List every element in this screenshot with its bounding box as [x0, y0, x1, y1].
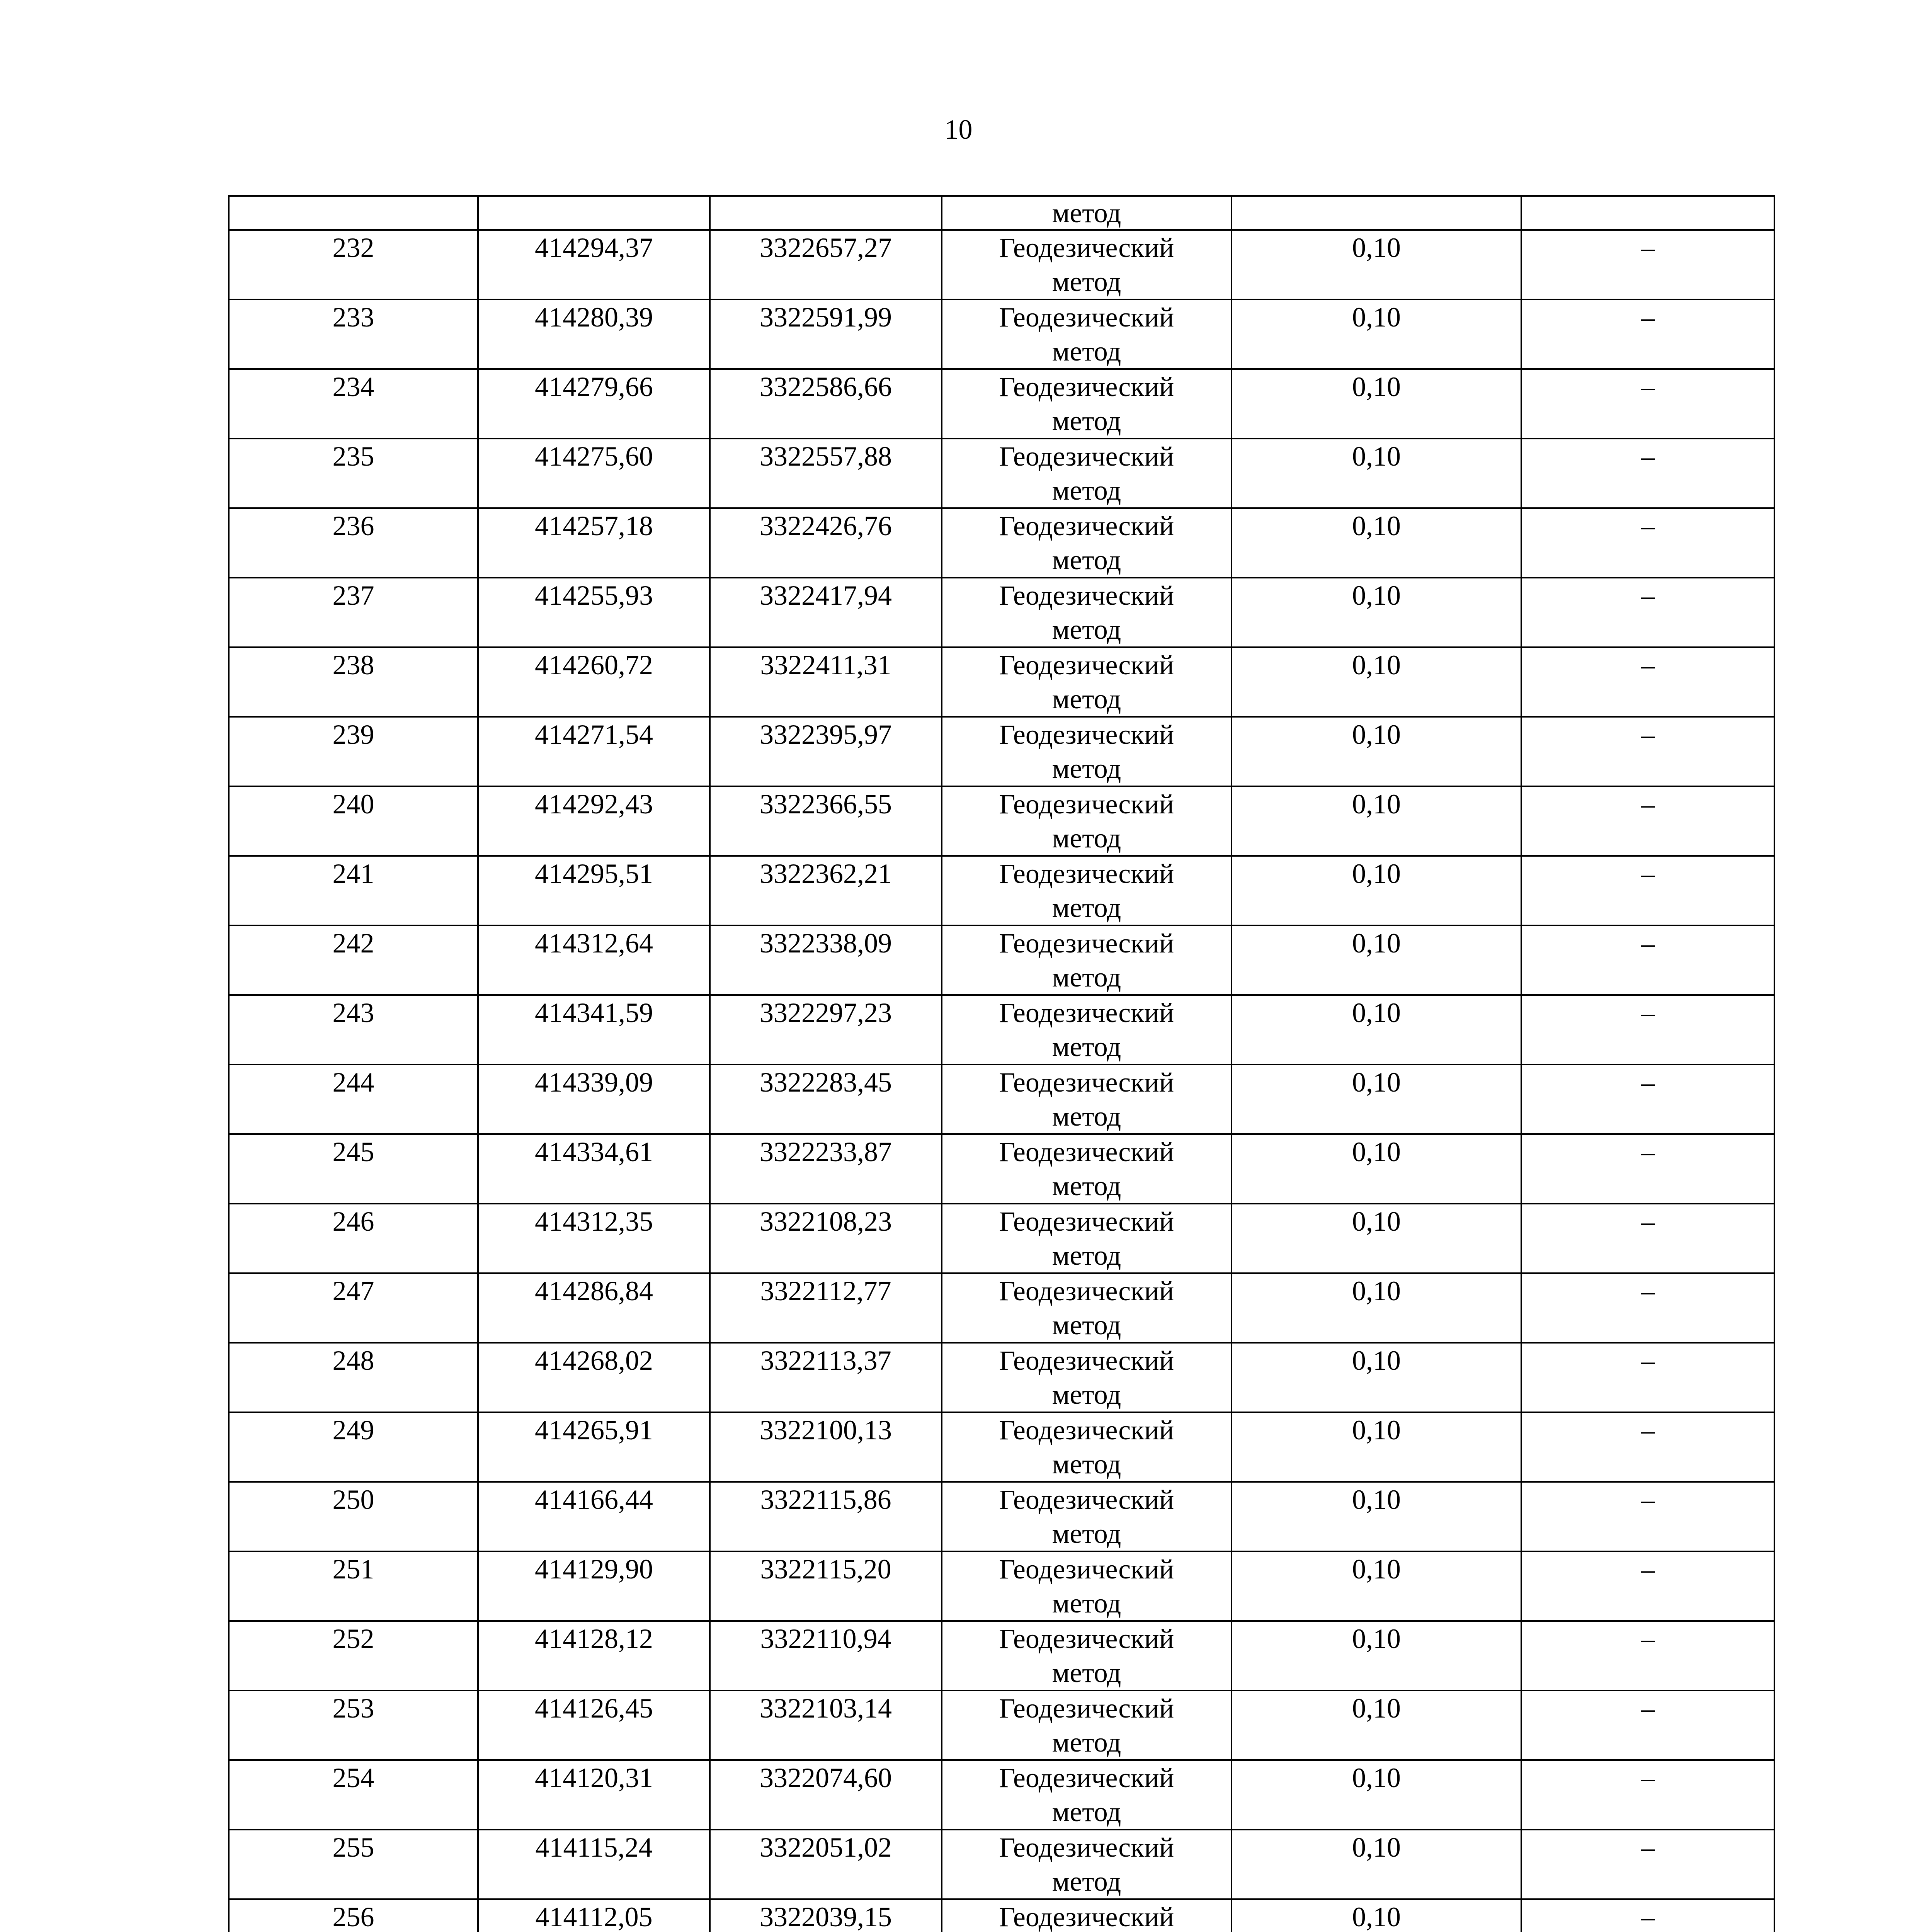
cell-accuracy: 0,10: [1232, 856, 1521, 925]
cell-method: [942, 196, 1232, 230]
method-line: Геодезический: [999, 928, 1174, 959]
method-line: метод: [1052, 962, 1121, 993]
cell-method: [942, 439, 1232, 508]
cell-method: [942, 856, 1232, 925]
cell-accuracy: 0,10: [1232, 1412, 1521, 1482]
method-line: метод: [1052, 1727, 1121, 1758]
method-line: метод: [1052, 475, 1121, 506]
method-line: метод: [1052, 336, 1121, 367]
cell-number: 237: [229, 578, 478, 647]
cell-number: 243: [229, 995, 478, 1065]
cell-number: 236: [229, 508, 478, 578]
table-row: [229, 647, 1774, 717]
cell-note: –: [1521, 1065, 1774, 1134]
cell-x: 414295,51: [478, 856, 710, 925]
cell-method: [942, 1690, 1232, 1760]
method-line: Геодезический: [999, 1206, 1174, 1237]
method-line: метод: [1052, 753, 1121, 784]
cell-number: 239: [229, 717, 478, 786]
table-body: [229, 196, 1774, 1932]
cell-note: –: [1521, 1621, 1774, 1690]
cell-y: 3322100,13: [710, 1412, 942, 1482]
cell-number: 233: [229, 299, 478, 369]
cell-x: 414120,31: [478, 1760, 710, 1830]
cell-method: [942, 1273, 1232, 1343]
cell-number: 242: [229, 925, 478, 995]
cell-y: 3322074,60: [710, 1760, 942, 1830]
cell-x: 414112,05: [478, 1899, 710, 1932]
method-line: Геодезический: [999, 441, 1174, 472]
table-row: [229, 786, 1774, 856]
cell-x: 414257,18: [478, 508, 710, 578]
cell-x: 414166,44: [478, 1482, 710, 1551]
table-row: [229, 508, 1774, 578]
table-row: [229, 1899, 1774, 1932]
cell-accuracy: [1232, 196, 1521, 230]
cell-number: 245: [229, 1134, 478, 1204]
method-line: метод: [1052, 1310, 1121, 1340]
cell-x: 414129,90: [478, 1551, 710, 1621]
method-line: Геодезический: [999, 858, 1174, 889]
cell-y: 3322657,27: [710, 230, 942, 299]
cell-x: 414268,02: [478, 1343, 710, 1412]
method-line: Геодезический: [999, 232, 1174, 263]
cell-method: [942, 925, 1232, 995]
method-line: метод: [1052, 1449, 1121, 1480]
page-number: 10: [944, 114, 973, 145]
table-row: [229, 230, 1774, 299]
cell-accuracy: 0,10: [1232, 1551, 1521, 1621]
cell-x: 414341,59: [478, 995, 710, 1065]
cell-number: 235: [229, 439, 478, 508]
method-line: метод: [1052, 1657, 1121, 1688]
cell-x: 414115,24: [478, 1830, 710, 1899]
cell-note: –: [1521, 856, 1774, 925]
cell-note: –: [1521, 1134, 1774, 1204]
cell-note: –: [1521, 1899, 1774, 1932]
cell-y: 3322366,55: [710, 786, 942, 856]
table-row: [229, 1065, 1774, 1134]
method-line: Геодезический: [999, 1276, 1174, 1306]
method-line: метод: [1052, 1101, 1121, 1132]
cell-note: –: [1521, 1482, 1774, 1551]
method-line: метод: [1052, 1518, 1121, 1549]
cell-y: 3322411,31: [710, 647, 942, 717]
cell-note: –: [1521, 508, 1774, 578]
cell-accuracy: 0,10: [1232, 786, 1521, 856]
coordinates-table: [228, 195, 1775, 1932]
cell-method: [942, 1412, 1232, 1482]
cell-x: 414265,91: [478, 1412, 710, 1482]
cell-y: 3322557,88: [710, 439, 942, 508]
cell-method: [942, 369, 1232, 439]
cell-x: 414334,61: [478, 1134, 710, 1204]
table-row: [229, 439, 1774, 508]
cell-x: 414255,93: [478, 578, 710, 647]
cell-accuracy: 0,10: [1232, 1343, 1521, 1412]
cell-accuracy: 0,10: [1232, 439, 1521, 508]
cell-accuracy: 0,10: [1232, 1065, 1521, 1134]
method-line: метод: [1052, 892, 1121, 923]
method-line: Геодезический: [999, 650, 1174, 680]
cell-note: –: [1521, 1760, 1774, 1830]
cell-x: 414294,37: [478, 230, 710, 299]
cell-number: 256: [229, 1899, 478, 1932]
cell-y: 3322108,23: [710, 1204, 942, 1273]
method-line: Геодезический: [999, 302, 1174, 333]
method-line: Геодезический: [999, 371, 1174, 402]
method-line: метод: [1052, 1866, 1121, 1897]
cell-note: –: [1521, 1343, 1774, 1412]
cell-accuracy: 0,10: [1232, 925, 1521, 995]
cell-number: 232: [229, 230, 478, 299]
cell-method: [942, 647, 1232, 717]
cell-number: 248: [229, 1343, 478, 1412]
cell-note: –: [1521, 717, 1774, 786]
cell-x: 414280,39: [478, 299, 710, 369]
cell-note: –: [1521, 1690, 1774, 1760]
method-line: Геодезический: [999, 510, 1174, 541]
cell-accuracy: 0,10: [1232, 1760, 1521, 1830]
cell-note: –: [1521, 1412, 1774, 1482]
cell-method: [942, 1343, 1232, 1412]
table-row: [229, 1830, 1774, 1899]
cell-y: 3322362,21: [710, 856, 942, 925]
cell-x: 414286,84: [478, 1273, 710, 1343]
cell-note: –: [1521, 647, 1774, 717]
method-line: метод: [1052, 1588, 1121, 1619]
method-line: метод: [1052, 1170, 1121, 1201]
cell-note: –: [1521, 578, 1774, 647]
cell-number: 247: [229, 1273, 478, 1343]
cell-y: 3322586,66: [710, 369, 942, 439]
method-line: метод: [1052, 266, 1121, 297]
cell-y: 3322283,45: [710, 1065, 942, 1134]
cell-y: 3322113,37: [710, 1343, 942, 1412]
table-row: [229, 196, 1774, 230]
method-line: Геодезический: [999, 580, 1174, 611]
cell-method: [942, 717, 1232, 786]
method-line: метод: [1052, 823, 1121, 854]
cell-number: 255: [229, 1830, 478, 1899]
cell-method: [942, 1760, 1232, 1830]
method-line: Геодезический: [999, 1762, 1174, 1793]
method-line: метод: [1052, 197, 1121, 228]
table-row: [229, 1412, 1774, 1482]
method-line: Геодезический: [999, 1832, 1174, 1863]
cell-number: 249: [229, 1412, 478, 1482]
cell-y: 3322039,15: [710, 1899, 942, 1932]
cell-number: 252: [229, 1621, 478, 1690]
table-row: [229, 1343, 1774, 1412]
method-line: Геодезический: [999, 997, 1174, 1028]
cell-y: 3322115,20: [710, 1551, 942, 1621]
method-line: метод: [1052, 1240, 1121, 1271]
cell-y: 3322297,23: [710, 995, 942, 1065]
cell-accuracy: 0,10: [1232, 1204, 1521, 1273]
cell-x: 414260,72: [478, 647, 710, 717]
method-line: Геодезический: [999, 1623, 1174, 1654]
table-row: [229, 1482, 1774, 1551]
cell-method: [942, 786, 1232, 856]
cell-accuracy: 0,10: [1232, 230, 1521, 299]
cell-number: 238: [229, 647, 478, 717]
cell-number: [229, 196, 478, 230]
method-line: Геодезический: [999, 1067, 1174, 1098]
cell-y: 3322417,94: [710, 578, 942, 647]
cell-number: 251: [229, 1551, 478, 1621]
method-line: метод: [1052, 405, 1121, 436]
table-row: [229, 1273, 1774, 1343]
cell-accuracy: 0,10: [1232, 1621, 1521, 1690]
cell-method: [942, 1065, 1232, 1134]
cell-y: 3322103,14: [710, 1690, 942, 1760]
cell-y: 3322110,94: [710, 1621, 942, 1690]
cell-note: –: [1521, 369, 1774, 439]
cell-y: 3322051,02: [710, 1830, 942, 1899]
cell-number: 240: [229, 786, 478, 856]
cell-x: 414312,35: [478, 1204, 710, 1273]
table-row: [229, 1621, 1774, 1690]
cell-number: 254: [229, 1760, 478, 1830]
method-line: метод: [1052, 684, 1121, 714]
table-row: [229, 1134, 1774, 1204]
cell-accuracy: 0,10: [1232, 995, 1521, 1065]
method-line: Геодезический: [999, 1136, 1174, 1167]
cell-x: 414339,09: [478, 1065, 710, 1134]
method-line: метод: [1052, 544, 1121, 575]
cell-method: [942, 299, 1232, 369]
cell-x: 414271,54: [478, 717, 710, 786]
cell-note: [1521, 196, 1774, 230]
cell-y: [710, 196, 942, 230]
cell-number: 241: [229, 856, 478, 925]
table-row: [229, 369, 1774, 439]
cell-number: 250: [229, 1482, 478, 1551]
cell-accuracy: 0,10: [1232, 508, 1521, 578]
cell-note: –: [1521, 995, 1774, 1065]
cell-y: 3322233,87: [710, 1134, 942, 1204]
cell-method: [942, 1830, 1232, 1899]
method-line: Геодезический: [999, 1901, 1174, 1932]
cell-y: 3322115,86: [710, 1482, 942, 1551]
cell-x: 414279,66: [478, 369, 710, 439]
cell-accuracy: 0,10: [1232, 1899, 1521, 1932]
cell-accuracy: 0,10: [1232, 299, 1521, 369]
cell-note: –: [1521, 1830, 1774, 1899]
table-row: [229, 1204, 1774, 1273]
cell-method: [942, 1551, 1232, 1621]
cell-method: [942, 1621, 1232, 1690]
table-row: [229, 925, 1774, 995]
cell-accuracy: 0,10: [1232, 1134, 1521, 1204]
table-row: [229, 1760, 1774, 1830]
table-row: [229, 717, 1774, 786]
cell-accuracy: 0,10: [1232, 578, 1521, 647]
cell-method: [942, 230, 1232, 299]
cell-x: 414312,64: [478, 925, 710, 995]
table-row: [229, 1551, 1774, 1621]
cell-x: 414126,45: [478, 1690, 710, 1760]
cell-y: 3322338,09: [710, 925, 942, 995]
cell-accuracy: 0,10: [1232, 1273, 1521, 1343]
cell-x: [478, 196, 710, 230]
cell-y: 3322395,97: [710, 717, 942, 786]
method-line: Геодезический: [999, 719, 1174, 750]
cell-method: [942, 1134, 1232, 1204]
method-line: Геодезический: [999, 1554, 1174, 1585]
cell-x: 414128,12: [478, 1621, 710, 1690]
cell-method: [942, 578, 1232, 647]
cell-note: –: [1521, 925, 1774, 995]
method-line: метод: [1052, 1379, 1121, 1410]
cell-number: 246: [229, 1204, 478, 1273]
method-line: метод: [1052, 614, 1121, 645]
cell-note: –: [1521, 439, 1774, 508]
table-row: [229, 856, 1774, 925]
method-line: Геодезический: [999, 1415, 1174, 1446]
cell-number: 244: [229, 1065, 478, 1134]
cell-method: [942, 508, 1232, 578]
cell-accuracy: 0,10: [1232, 717, 1521, 786]
method-line: Геодезический: [999, 1693, 1174, 1724]
method-line: Геодезический: [999, 1345, 1174, 1376]
cell-note: –: [1521, 1551, 1774, 1621]
cell-note: –: [1521, 786, 1774, 856]
method-line: Геодезический: [999, 789, 1174, 820]
cell-y: 3322591,99: [710, 299, 942, 369]
table-row: [229, 578, 1774, 647]
table-row: [229, 995, 1774, 1065]
cell-number: 253: [229, 1690, 478, 1760]
method-line: Геодезический: [999, 1484, 1174, 1515]
cell-number: 234: [229, 369, 478, 439]
cell-method: [942, 1204, 1232, 1273]
table-row: [229, 299, 1774, 369]
cell-accuracy: 0,10: [1232, 1482, 1521, 1551]
cell-note: –: [1521, 230, 1774, 299]
method-line: метод: [1052, 1031, 1121, 1062]
cell-note: –: [1521, 1204, 1774, 1273]
cell-note: –: [1521, 299, 1774, 369]
cell-accuracy: 0,10: [1232, 647, 1521, 717]
cell-x: 414275,60: [478, 439, 710, 508]
cell-y: 3322426,76: [710, 508, 942, 578]
cell-method: [942, 1899, 1232, 1932]
cell-accuracy: 0,10: [1232, 1690, 1521, 1760]
cell-accuracy: 0,10: [1232, 369, 1521, 439]
cell-accuracy: 0,10: [1232, 1830, 1521, 1899]
method-line: метод: [1052, 1796, 1121, 1827]
table-row: [229, 1690, 1774, 1760]
cell-method: [942, 995, 1232, 1065]
cell-y: 3322112,77: [710, 1273, 942, 1343]
cell-method: [942, 1482, 1232, 1551]
cell-note: –: [1521, 1273, 1774, 1343]
cell-x: 414292,43: [478, 786, 710, 856]
